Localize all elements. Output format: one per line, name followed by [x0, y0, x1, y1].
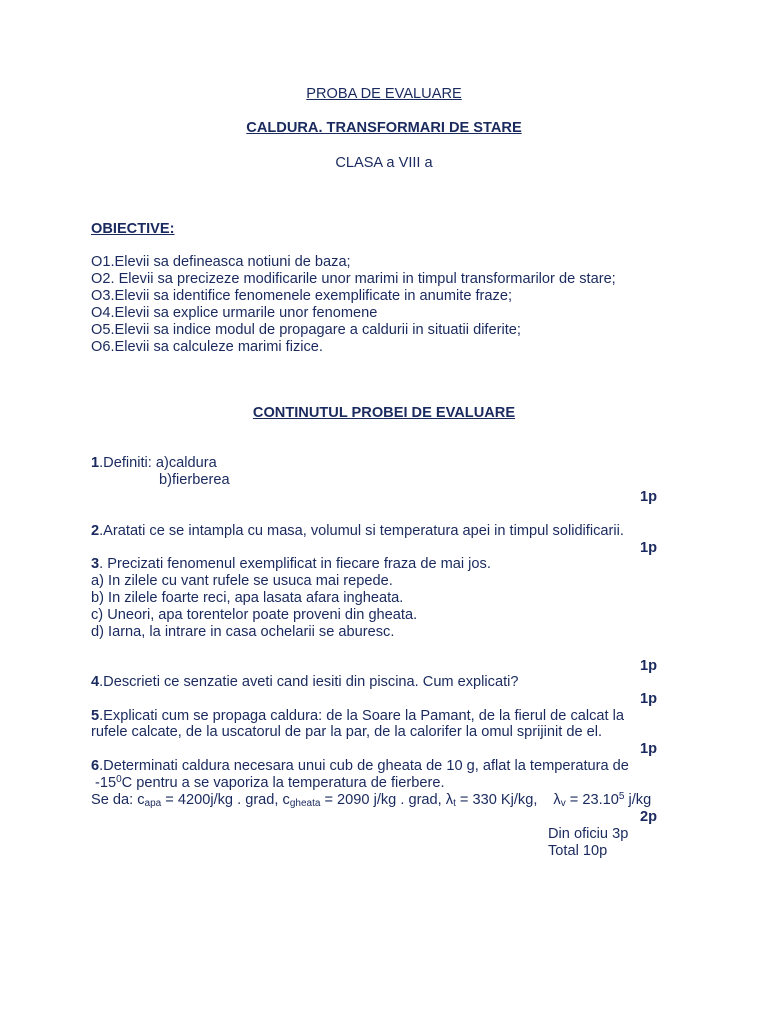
objective-item: O5.Elevii sa indice modul de propagare a caldurii in situatii diferite;: [91, 322, 521, 338]
points-label: 1p: [639, 691, 657, 707]
question-5: [91, 708, 624, 725]
question-1: [91, 455, 217, 472]
question-3-item: a) In zilele cu vant rufele se usuca mai repede.: [91, 573, 393, 589]
objectives-heading: OBIECTIVE:: [91, 221, 175, 237]
din-oficiu-points: Din oficiu 3p: [548, 826, 629, 842]
question-3-item: b) In zilele foarte reci, apa lasata afara ingheata.: [91, 590, 404, 606]
objective-item: O1.Elevii sa defineasca notiuni de baza;: [91, 254, 351, 270]
objective-item: O4.Elevii sa explice urmarile unor fenomene: [91, 305, 378, 321]
question-6-line2: $-15^0C$ pentru a se vaporiza la temperatura de fierbere.: [95, 774, 445, 791]
objective-item: O2. Elevii sa precizeze modificarile unor marimi in timpul transformarilor de stare;: [91, 271, 616, 287]
question-text: .Explicati cum se propaga caldura: de la Soare la Pamant, de la fierul de calcat la: [99, 708, 624, 724]
objective-item: O3.Elevii sa identifice fenomenele exemplificate in anumite fraze;: [91, 288, 513, 304]
points-label: 1p: [639, 741, 657, 757]
question-4: [91, 674, 518, 691]
points-label: 1p: [639, 658, 657, 674]
question-text: .Definiti: a)caldura: [99, 455, 217, 471]
points-label: 2p: [639, 809, 657, 825]
points-label: 1p: [639, 540, 657, 556]
content-heading: CONTINUTUL PROBEI DE EVALUARE: [252, 405, 516, 421]
question-1-sub-b: b)fierberea: [159, 472, 230, 488]
question-text: . Precizati fenomenul exemplificat in fiecare fraza de mai jos.: [99, 556, 491, 572]
doc-subtitle: CALDURA. TRANSFORMARI DE STARE: [246, 120, 522, 136]
question-number: 5: [91, 708, 100, 724]
total-points: Total 10p: [548, 843, 608, 859]
question-text: .Determinati caldura necesara unui cub de gheata de 10 g, aflat la temperatura de: [99, 758, 629, 774]
points-label: 1p: [639, 489, 657, 505]
question-number: 1: [91, 455, 100, 471]
question-2: [91, 523, 624, 540]
question-6: [91, 758, 629, 775]
question-number: 2: [91, 523, 100, 539]
question-5-line2: rufele calcate, de la uscatorul de par la par, de la calorifer la omul sprijinit de el.: [91, 724, 603, 740]
question-6-given-data: Se da: $c_{apa} = 4200j/kg$ . grad, $c_{gheata} = 2090$ j/kg . grad, $\lambda_t = 330$ Kj/kg, $\lambda_v = 23.10^5$ j/kg: [91, 791, 652, 809]
class-label: CLASA a VIII a: [335, 155, 433, 171]
question-number: 6: [91, 758, 100, 774]
question-text: .Descrieti ce senzatie aveti cand iesiti din piscina. Cum explicati?: [99, 674, 519, 690]
question-3-item: d) Iarna, la intrare in casa ochelarii se aburesc.: [91, 624, 395, 640]
question-number: 3: [91, 556, 100, 572]
doc-title: PROBA DE EVALUARE: [306, 86, 462, 102]
question-number: 4: [91, 674, 100, 690]
question-3-item: c) Uneori, apa torentelor poate proveni din gheata.: [91, 607, 418, 623]
objective-item: O6.Elevii sa calculeze marimi fizice.: [91, 339, 323, 355]
question-3: [91, 556, 491, 573]
question-text: .Aratati ce se intampla cu masa, volumul si temperatura apei in timpul solidificarii.: [99, 523, 624, 539]
